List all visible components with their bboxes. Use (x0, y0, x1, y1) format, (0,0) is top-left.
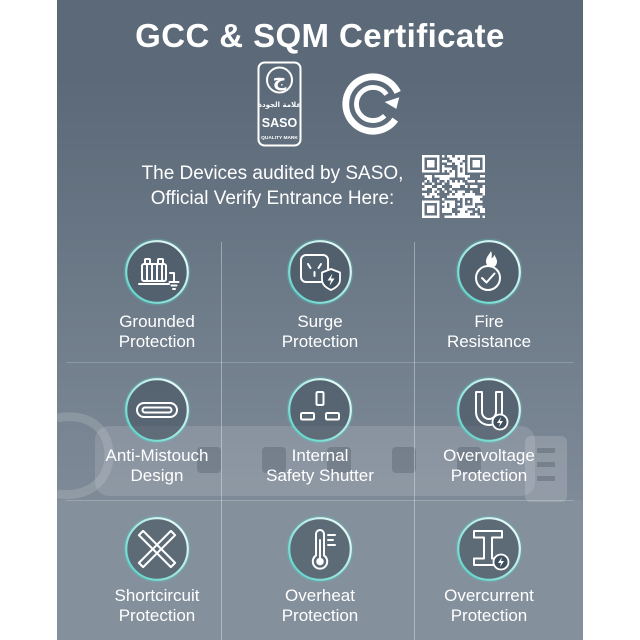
feature-overvoltage-protection (404, 377, 574, 489)
feature-label-line-1: Internal (291, 446, 349, 465)
feature-label-line-1: Grounded (119, 312, 195, 331)
feature-fire-resistance (404, 239, 574, 351)
overvoltage-icon (456, 377, 522, 443)
grid-divider-horizontal (66, 362, 574, 363)
saso-arabic-text: علامة الجودة (257, 101, 302, 109)
shortcircuit-icon (124, 516, 190, 582)
feature-label (235, 586, 405, 625)
feature-shortcircuit-protection (72, 516, 242, 628)
surge-icon (287, 239, 353, 305)
feature-label-line-1: Fire (474, 312, 504, 331)
overcurrent-icon (456, 516, 522, 582)
feature-label-line-1: Shortcircuit (114, 586, 200, 605)
verify-text (130, 161, 415, 211)
saso-emblem-letter: ج (272, 69, 287, 91)
feature-label (235, 446, 405, 485)
feature-label (404, 446, 574, 485)
feature-label-line-1: Anti-Mistouch (105, 446, 209, 465)
feature-anti-mistouch-design (72, 377, 242, 489)
safety-shutter-icon (287, 377, 353, 443)
feature-label-line-2: Protection (281, 605, 359, 625)
feature-label-line-1: Overheat (285, 586, 355, 605)
saso-name: SASO (261, 116, 298, 130)
overheat-icon (287, 516, 353, 582)
feature-label-line-2: Safety Shutter (266, 465, 374, 485)
anti-mistouch-icon (124, 377, 190, 443)
feature-label-line-2: Protection (118, 605, 196, 625)
feature-label (72, 586, 242, 625)
feature-label-line-2: Protection (450, 605, 528, 625)
feature-overheat-protection (235, 516, 405, 628)
feature-label-line-2: Protection (118, 331, 196, 351)
verify-text-line-2: Official Verify Entrance Here: (150, 188, 395, 209)
page-title: GCC & SQM Certificate (135, 17, 505, 54)
feature-overcurrent-protection (404, 516, 574, 628)
feature-grounded-protection (72, 239, 242, 351)
feature-label-line-2: Protection (281, 331, 359, 351)
verify-text-line-1: The Devices audited by SASO, (141, 163, 404, 184)
saso-quality-mark-logo (257, 61, 302, 147)
grounded-icon (124, 239, 190, 305)
qr-code-icon (422, 155, 485, 218)
grid-divider-horizontal (66, 500, 574, 501)
saso-tagline: QUALITY MARK (261, 136, 298, 141)
feature-label-line-2: Protection (450, 465, 528, 485)
feature-label-line-1: Surge (297, 312, 343, 331)
feature-label (235, 312, 405, 351)
feature-internal-safety-shutter (235, 377, 405, 489)
feature-label (72, 312, 242, 351)
gcc-mark-icon (338, 69, 408, 139)
feature-label-line-2: Design (130, 465, 184, 485)
feature-label (404, 586, 574, 625)
feature-label-line-2: Resistance (446, 331, 532, 351)
feature-label (404, 312, 574, 351)
feature-label (72, 446, 242, 485)
feature-surge-protection (235, 239, 405, 351)
feature-label-line-1: Overvoltage (443, 446, 535, 465)
feature-label-line-1: Overcurrent (444, 586, 534, 605)
fire-icon (456, 239, 522, 305)
